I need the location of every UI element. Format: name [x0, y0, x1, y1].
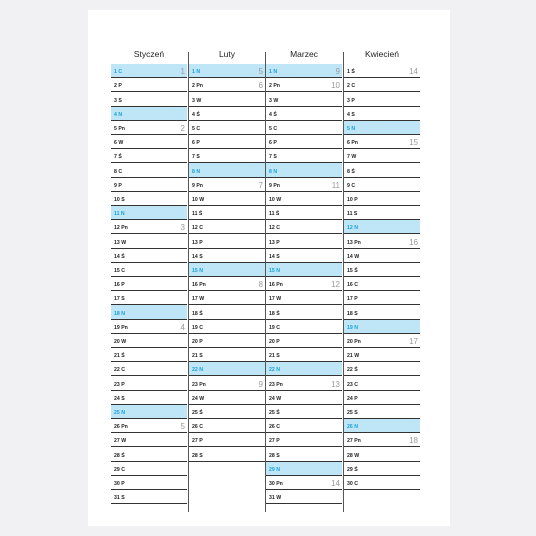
day-row	[111, 291, 187, 305]
day-row	[189, 135, 265, 149]
day-row	[344, 447, 420, 461]
day-row	[344, 178, 420, 192]
day-row	[111, 121, 187, 135]
day-label: 21 S	[192, 353, 203, 360]
day-label: 10 S	[114, 196, 125, 203]
day-label: 4 Ś	[192, 111, 200, 118]
day-label: 18 Ś	[192, 310, 203, 317]
day-row	[344, 121, 420, 135]
day-row	[189, 107, 265, 121]
day-row	[266, 320, 342, 334]
day-row	[111, 362, 187, 376]
day-label: 13 P	[192, 239, 203, 246]
week-number: 17	[409, 336, 418, 346]
day-row	[344, 376, 420, 390]
day-label: 14 S	[269, 253, 280, 260]
day-label: 11 S	[347, 211, 358, 218]
week-number: 15	[409, 138, 418, 148]
week-number: 12	[331, 280, 340, 290]
day-label: 9 C	[347, 182, 356, 189]
day-label: 30 Pn	[269, 480, 283, 487]
day-label: 29 Ś	[347, 466, 358, 473]
day-row	[344, 234, 420, 248]
day-label: 18 S	[347, 310, 358, 317]
week-number: 14	[409, 67, 418, 77]
day-row	[111, 419, 187, 433]
day-row	[111, 263, 187, 277]
day-row	[189, 291, 265, 305]
day-row	[111, 490, 187, 504]
column-divider	[343, 52, 344, 512]
day-label: 13 W	[114, 239, 127, 246]
day-label: 22 N	[269, 367, 280, 374]
week-number: 6	[258, 81, 263, 91]
day-row	[344, 92, 420, 106]
day-label: 8 N	[269, 168, 278, 175]
day-row	[266, 263, 342, 277]
day-row	[189, 64, 265, 78]
day-row	[111, 107, 187, 121]
day-row	[111, 462, 187, 476]
day-row	[266, 249, 342, 263]
day-row	[266, 192, 342, 206]
day-label: 27 P	[192, 438, 203, 445]
day-label: 7 S	[269, 154, 277, 161]
day-row	[111, 277, 187, 291]
day-row	[189, 192, 265, 206]
day-label: 9 Pn	[192, 182, 203, 189]
month-title: Luty	[218, 49, 236, 59]
day-label: 9 Pn	[269, 182, 280, 189]
day-label: 14 Ś	[114, 253, 125, 260]
month-column-march	[266, 49, 342, 514]
day-row	[111, 476, 187, 490]
day-label: 2 Pn	[269, 83, 280, 90]
day-label: 12 C	[192, 225, 203, 232]
day-label: 31 S	[114, 495, 125, 502]
day-label: 7 W	[347, 154, 357, 161]
day-label: 3 P	[347, 97, 355, 104]
day-row	[344, 348, 420, 362]
day-label: 18 Ś	[269, 310, 280, 317]
day-label: 23 Pn	[192, 381, 206, 388]
day-row	[344, 476, 420, 490]
day-row	[344, 192, 420, 206]
day-row	[189, 348, 265, 362]
day-label: 7 Ś	[114, 154, 122, 161]
day-row	[266, 391, 342, 405]
day-row	[111, 234, 187, 248]
day-label: 28 Ś	[114, 452, 125, 459]
week-number: 11	[331, 180, 340, 190]
week-number: 14	[331, 478, 340, 488]
day-label: 27 Pn	[347, 438, 361, 445]
day-row	[344, 320, 420, 334]
day-label: 5 Pn	[114, 125, 125, 132]
day-row	[111, 405, 187, 419]
day-label: 8 N	[192, 168, 201, 175]
day-row	[266, 149, 342, 163]
day-label: 17 W	[192, 296, 205, 303]
day-row	[111, 305, 187, 319]
day-row	[111, 92, 187, 106]
day-row	[111, 192, 187, 206]
day-label: 10 W	[192, 196, 205, 203]
day-label: 2 P	[114, 83, 122, 90]
week-number: 13	[331, 379, 340, 389]
day-label: 12 N	[347, 225, 358, 232]
day-row	[266, 376, 342, 390]
week-number: 1	[180, 67, 185, 77]
day-row	[189, 178, 265, 192]
day-label: 19 Pn	[114, 324, 128, 331]
day-label: 16 Pn	[269, 282, 283, 289]
day-row	[189, 362, 265, 376]
day-row	[111, 178, 187, 192]
day-label: 21 Ś	[114, 353, 125, 360]
day-row	[189, 206, 265, 220]
week-number: 9	[335, 67, 340, 77]
day-label: 2 C	[347, 83, 356, 90]
day-row	[266, 121, 342, 135]
day-row	[344, 305, 420, 319]
month-title: Styczeń	[133, 49, 165, 59]
day-label: 29 N	[269, 466, 280, 473]
week-number: 18	[409, 436, 418, 446]
day-row	[111, 64, 187, 78]
day-row	[344, 405, 420, 419]
day-label: 1 Ś	[347, 69, 355, 76]
day-label: 20 P	[269, 338, 280, 345]
day-label: 20 W	[114, 338, 127, 345]
week-number: 2	[180, 123, 185, 133]
day-label: 29 C	[114, 466, 125, 473]
month-column-january	[111, 49, 187, 514]
day-row	[111, 149, 187, 163]
day-row	[189, 320, 265, 334]
day-label: 28 S	[269, 452, 280, 459]
day-row	[266, 490, 342, 504]
day-label: 23 Pn	[269, 381, 283, 388]
day-row	[189, 220, 265, 234]
day-label: 4 Ś	[269, 111, 277, 118]
day-label: 5 N	[347, 125, 356, 132]
day-row	[189, 263, 265, 277]
day-label: 15 N	[192, 267, 203, 274]
day-row	[111, 78, 187, 92]
day-row	[266, 178, 342, 192]
day-row	[344, 163, 420, 177]
day-label: 12 Pn	[114, 225, 128, 232]
day-row	[266, 92, 342, 106]
day-row	[266, 291, 342, 305]
day-row	[111, 206, 187, 220]
day-label: 25 Ś	[269, 409, 280, 416]
day-label: 16 C	[347, 282, 358, 289]
day-row	[189, 376, 265, 390]
day-row	[266, 78, 342, 92]
day-row	[189, 305, 265, 319]
day-label: 24 S	[114, 395, 125, 402]
day-row	[344, 391, 420, 405]
day-row	[189, 419, 265, 433]
day-label: 6 W	[114, 140, 124, 147]
day-row	[111, 249, 187, 263]
day-label: 21 S	[269, 353, 280, 360]
day-label: 24 W	[269, 395, 282, 402]
day-row	[111, 135, 187, 149]
day-label: 11 Ś	[192, 211, 203, 218]
day-label: 3 W	[269, 97, 279, 104]
day-row	[344, 135, 420, 149]
day-label: 21 W	[347, 353, 360, 360]
day-label: 8 C	[114, 168, 123, 175]
day-label: 9 P	[114, 182, 122, 189]
day-row	[189, 277, 265, 291]
day-label: 22 C	[114, 367, 125, 374]
day-row	[266, 220, 342, 234]
month-column-april	[344, 49, 420, 514]
day-row	[111, 320, 187, 334]
day-label: 15 N	[269, 267, 280, 274]
day-label: 19 C	[269, 324, 280, 331]
day-label: 27 W	[114, 438, 127, 445]
week-number: 3	[180, 223, 185, 233]
day-row	[111, 220, 187, 234]
day-label: 3 W	[192, 97, 202, 104]
week-number: 5	[180, 422, 185, 432]
week-number: 5	[258, 67, 263, 77]
day-label: 18 N	[114, 310, 125, 317]
day-label: 16 Pn	[192, 282, 206, 289]
day-label: 10 W	[269, 196, 282, 203]
day-label: 25 S	[347, 409, 358, 416]
day-label: 6 Pn	[347, 140, 358, 147]
day-row	[266, 362, 342, 376]
day-row	[266, 135, 342, 149]
day-row	[344, 334, 420, 348]
day-row	[344, 263, 420, 277]
day-row	[266, 64, 342, 78]
day-label: 26 C	[192, 424, 203, 431]
column-divider	[265, 52, 266, 512]
day-label: 25 Ś	[192, 409, 203, 416]
day-label: 28 S	[192, 452, 203, 459]
day-label: 24 P	[347, 395, 358, 402]
day-row	[111, 391, 187, 405]
day-label: 4 S	[347, 111, 355, 118]
day-row	[344, 433, 420, 447]
day-row	[344, 64, 420, 78]
day-row	[266, 305, 342, 319]
day-label: 7 S	[192, 154, 200, 161]
week-number: 7	[258, 180, 263, 190]
day-row	[344, 277, 420, 291]
day-row	[266, 234, 342, 248]
day-label: 23 P	[114, 381, 125, 388]
day-label: 2 Pn	[192, 83, 203, 90]
day-label: 15 C	[114, 267, 125, 274]
day-label: 20 Pn	[347, 338, 361, 345]
day-row	[266, 447, 342, 461]
day-label: 6 P	[269, 140, 277, 147]
week-number: 16	[409, 237, 418, 247]
day-row	[344, 149, 420, 163]
day-row	[344, 362, 420, 376]
day-row	[111, 163, 187, 177]
day-label: 14 W	[347, 253, 360, 260]
day-label: 1 N	[269, 69, 278, 76]
month-title: Marzec	[290, 49, 318, 59]
day-row	[111, 433, 187, 447]
day-row	[344, 206, 420, 220]
day-row	[266, 163, 342, 177]
day-row	[344, 291, 420, 305]
day-label: 5 C	[192, 125, 201, 132]
day-label: 5 C	[269, 125, 278, 132]
day-label: 22 N	[192, 367, 203, 374]
day-label: 17 S	[114, 296, 125, 303]
day-label: 20 P	[192, 338, 203, 345]
day-label: 30 P	[114, 480, 125, 487]
day-row	[189, 121, 265, 135]
day-label: 28 W	[347, 452, 360, 459]
day-row	[189, 433, 265, 447]
column-divider	[188, 52, 189, 512]
day-label: 22 Ś	[347, 367, 358, 374]
day-label: 1 N	[192, 69, 201, 76]
day-row	[266, 419, 342, 433]
week-number: 10	[331, 81, 340, 91]
day-label: 26 Pn	[114, 424, 128, 431]
day-row	[344, 249, 420, 263]
day-row	[344, 78, 420, 92]
day-row	[266, 348, 342, 362]
day-label: 30 C	[347, 480, 358, 487]
day-row	[344, 462, 420, 476]
day-row	[189, 405, 265, 419]
day-label: 12 C	[269, 225, 280, 232]
day-row	[266, 433, 342, 447]
day-row	[266, 462, 342, 476]
week-number: 4	[180, 322, 185, 332]
day-row	[266, 206, 342, 220]
week-number: 9	[258, 379, 263, 389]
day-row	[111, 348, 187, 362]
day-row	[189, 92, 265, 106]
day-label: 26 C	[269, 424, 280, 431]
day-row	[189, 149, 265, 163]
day-row	[111, 447, 187, 461]
day-label: 4 N	[114, 111, 123, 118]
day-row	[266, 107, 342, 121]
day-label: 15 Ś	[347, 267, 358, 274]
day-label: 1 C	[114, 69, 123, 76]
day-row	[111, 334, 187, 348]
day-label: 26 N	[347, 424, 358, 431]
day-row	[189, 391, 265, 405]
day-label: 17 P	[347, 296, 358, 303]
day-label: 23 C	[347, 381, 358, 388]
day-row	[189, 78, 265, 92]
day-label: 17 W	[269, 296, 282, 303]
day-row	[344, 107, 420, 121]
day-label: 19 N	[347, 324, 358, 331]
day-row	[189, 249, 265, 263]
day-label: 25 N	[114, 409, 125, 416]
day-label: 16 P	[114, 282, 125, 289]
day-row	[266, 277, 342, 291]
day-label: 31 W	[269, 495, 282, 502]
month-column-february	[189, 49, 265, 514]
day-row	[189, 334, 265, 348]
week-number: 8	[258, 280, 263, 290]
month-title: Kwiecień	[364, 49, 400, 59]
day-row	[266, 405, 342, 419]
day-label: 13 Pn	[347, 239, 361, 246]
day-row	[344, 419, 420, 433]
day-label: 14 S	[192, 253, 203, 260]
day-row	[189, 163, 265, 177]
day-label: 8 Ś	[347, 168, 355, 175]
day-label: 11 N	[114, 211, 125, 218]
day-label: 13 P	[269, 239, 280, 246]
day-label: 6 P	[192, 140, 200, 147]
day-row	[344, 220, 420, 234]
day-row	[189, 447, 265, 461]
day-label: 3 S	[114, 97, 122, 104]
day-label: 10 P	[347, 196, 358, 203]
day-label: 27 P	[269, 438, 280, 445]
day-label: 11 Ś	[269, 211, 280, 218]
day-row	[111, 376, 187, 390]
day-label: 24 W	[192, 395, 205, 402]
day-label: 19 C	[192, 324, 203, 331]
day-row	[266, 334, 342, 348]
day-row	[189, 234, 265, 248]
day-row	[266, 476, 342, 490]
